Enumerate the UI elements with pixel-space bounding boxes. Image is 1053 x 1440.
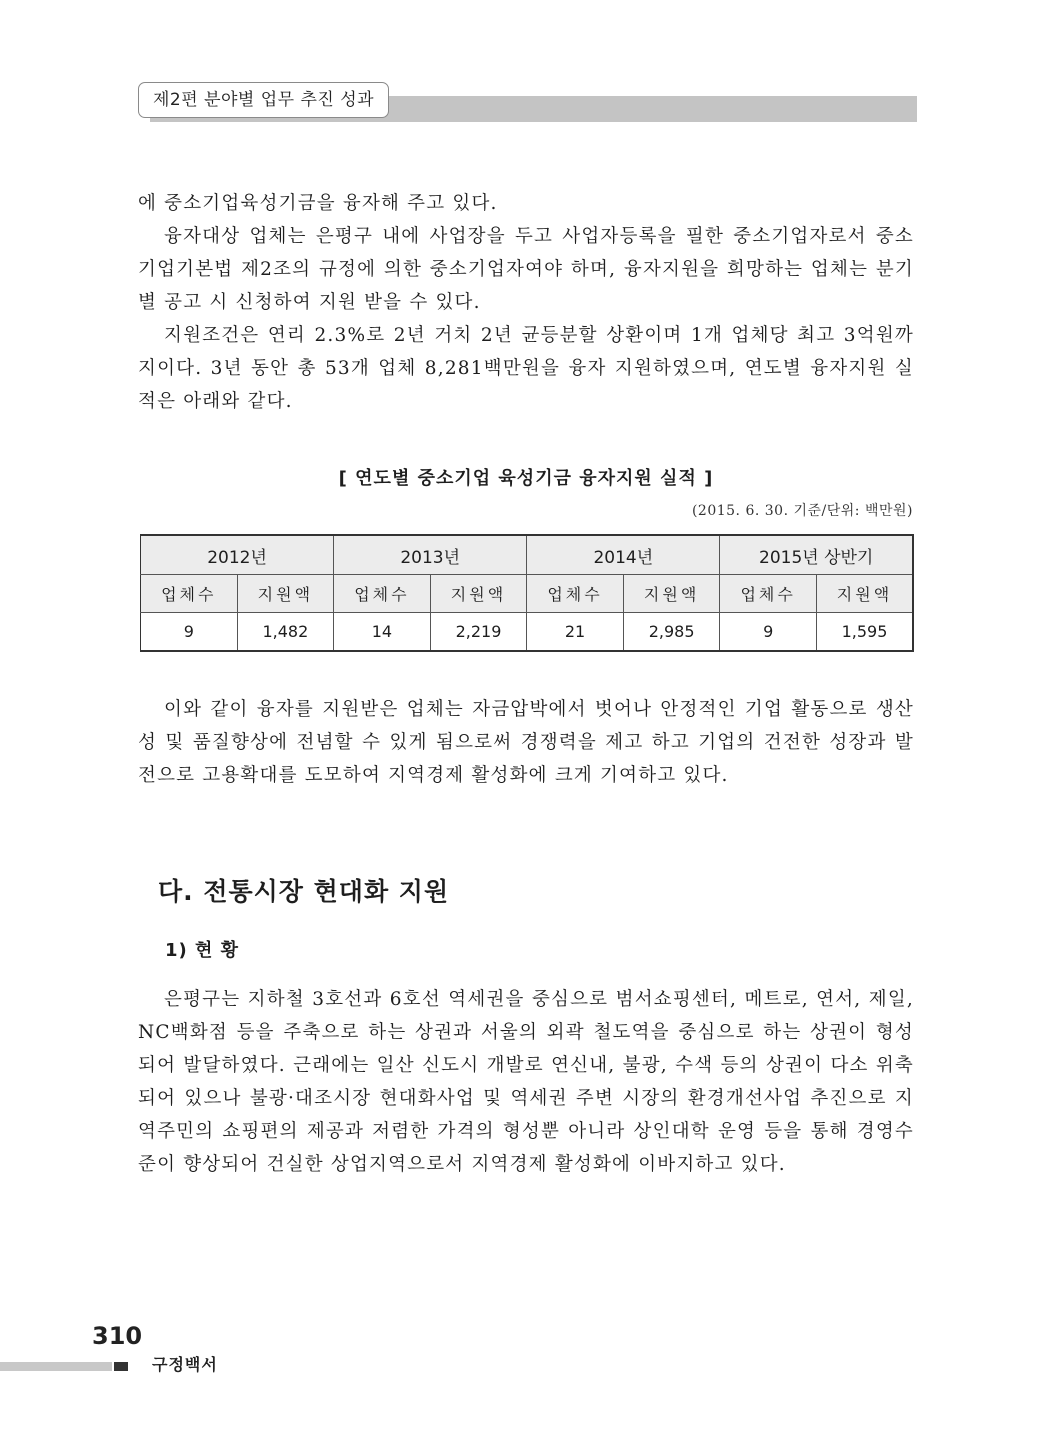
book-title: 구정백서 (152, 1355, 218, 1374)
table-cell: 2,985 (623, 613, 720, 652)
table-unit-note: (2015. 6. 30. 기준/단위: 백만원) (691, 503, 913, 519)
column-header: 업체수 (141, 575, 238, 613)
paragraph: 융자대상 업체는 은평구 내에 사업장을 두고 사업자등록을 필한 중소기업자로서 중소기업기본법 제2조의 규정에 의한 중소기업자여야 하며, 융자지원을 희망하는 업체는 분기별 공고 시 신청하여 지원 받을 수 있다. (138, 226, 914, 313)
column-header: 지원액 (623, 575, 720, 613)
column-header: 업체수 (334, 575, 431, 613)
loan-support-table (140, 534, 914, 652)
table-cell: 21 (527, 613, 624, 652)
table-header-row (141, 535, 914, 575)
footer-marker (114, 1362, 128, 1371)
table-cell: 1,595 (816, 613, 913, 652)
column-header: 업체수 (720, 575, 817, 613)
table-cell: 2,219 (430, 613, 527, 652)
column-header: 지원액 (237, 575, 334, 613)
year-header: 2012년 (141, 535, 334, 575)
page-number: 310 (92, 1322, 143, 1350)
section-header-label: 제2편 분야별 업무 추진 성과 (138, 82, 389, 118)
column-header: 업체수 (527, 575, 624, 613)
footer-bar (0, 1362, 112, 1371)
year-header: 2014년 (527, 535, 720, 575)
table-subheader-row (141, 575, 914, 613)
section-title: 다. 전통시장 현대화 지원 (158, 877, 450, 906)
subsection-title: 1) 현 황 (165, 940, 240, 961)
year-header: 2013년 (334, 535, 527, 575)
result-text-block (138, 693, 914, 792)
paragraph: 지원조건은 연리 2.3%로 2년 거치 2년 균등분할 상환이며 1개 업체당 최고 3억원까지이다. 3년 동안 총 53개 업체 8,281백만원을 융자 지원하였으며, 연도별 융자지원 실적은 아래와 같다. (138, 325, 914, 412)
table-cell: 9 (720, 613, 817, 652)
year-header: 2015년 상반기 (720, 535, 913, 575)
column-header: 지원액 (430, 575, 527, 613)
table-row (141, 613, 914, 652)
table-cell: 9 (141, 613, 238, 652)
table-title: [ 연도별 중소기업 육성기금 융자지원 실적 ] (338, 468, 714, 489)
table-cell: 14 (334, 613, 431, 652)
paragraph: 이와 같이 융자를 지원받은 업체는 자금압박에서 벗어나 안정적인 기업 활동으로 생산성 및 품질향상에 전념할 수 있게 됨으로써 경쟁력을 제고 하고 기업의 건전한 성장과 발전으로 고용확대를 도모하여 지역경제 활성화에 크게 기여하고 있다. (138, 699, 914, 786)
paragraph: 에 중소기업육성기금을 융자해 주고 있다. (138, 193, 498, 214)
paragraph: 은평구는 지하철 3호선과 6호선 역세권을 중심으로 범서쇼핑센터, 메트로, 연서, 제일, NC백화점 등을 주축으로 하는 상권과 서울의 외곽 철도역을 중심으로 하는 상권이 형성되어 발달하였다. 근래에는 일산 신도시 개발로 연신내, 불광, 수색 등의 상권이 다소 위축되어 있으나 불광·대조시장 현대화사업 및 역세권 주변 시장의 환경개선사업 추진으로 지역주민의 쇼핑편의 제공과 저렴한 가격의 형성뿐 아니라 상인대학 운영 등을 통해 경영수준이 향상되어 건실한 상업지역으로서 지역경제 활성화에 이바지하고 있다. (138, 989, 914, 1175)
table-cell: 1,482 (237, 613, 334, 652)
market-text-block (138, 983, 914, 1181)
intro-text-block (138, 187, 914, 418)
column-header: 지원액 (816, 575, 913, 613)
